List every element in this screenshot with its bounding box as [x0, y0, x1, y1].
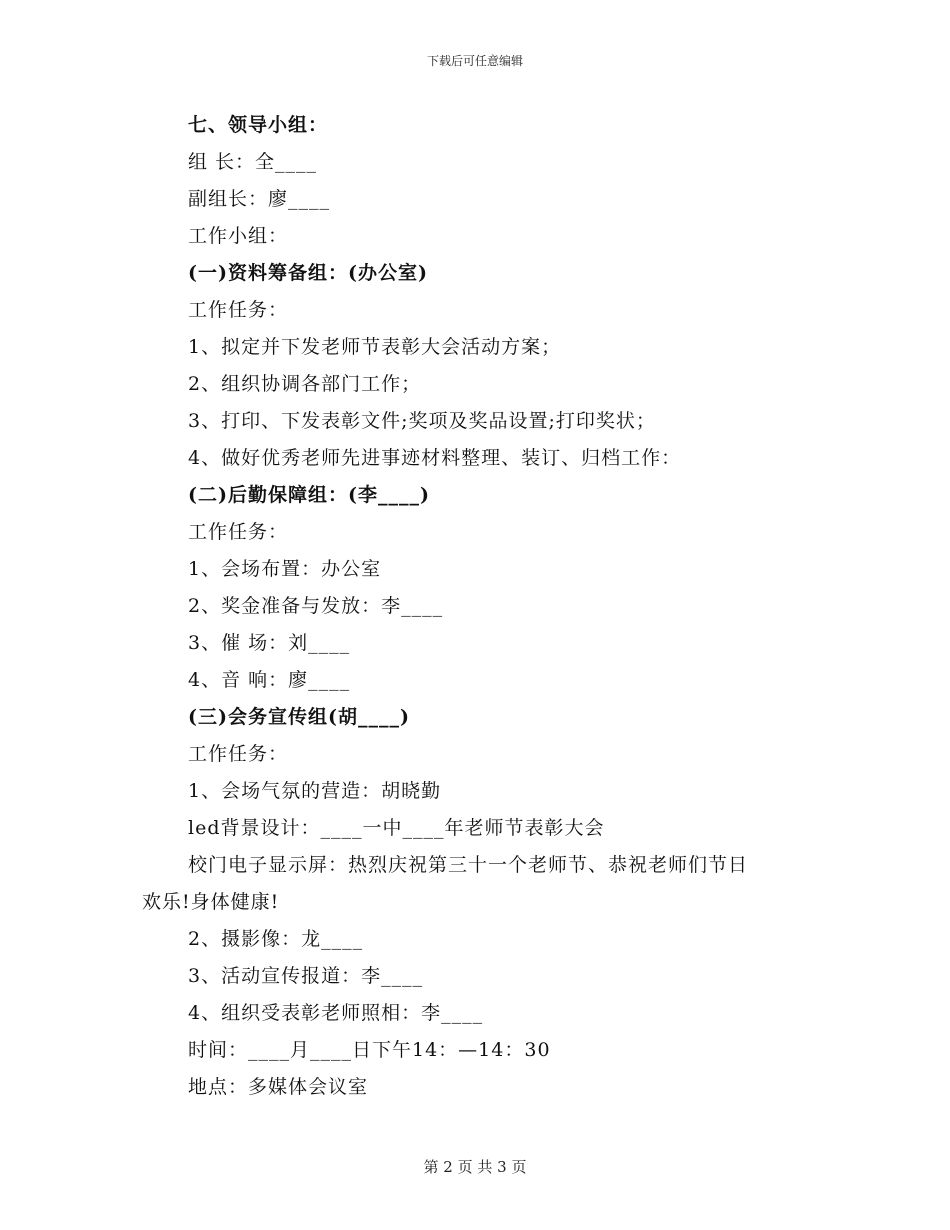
line-18: 工作任务： — [188, 743, 289, 765]
line-10: 4、做好优秀老师先进事迹材料整理、装订、归档工作： — [188, 447, 682, 469]
line-15: 3、催 场：刘____ — [188, 632, 351, 654]
line-3: 副组长：廖____ — [188, 188, 331, 210]
line-14: 2、奖金准备与发放：李____ — [188, 595, 444, 617]
page-header: 下载后可任意编辑 — [426, 54, 523, 68]
line-9: 3、打印、下发表彰文件;奖项及奖品设置;打印奖状； — [188, 410, 656, 432]
line-13: 1、会场布置：办公室 — [188, 558, 382, 580]
line-4: 工作小组： — [188, 225, 289, 247]
line-6: 工作任务： — [188, 299, 289, 321]
line-21: 校门电子显示屏：热烈庆祝第三十一个老师节、恭祝老师们节日 — [188, 854, 749, 876]
line-23: 2、摄影像：龙____ — [188, 928, 364, 950]
line-19: 1、会场气氛的营造：胡晓勤 — [188, 780, 442, 802]
line-12: 工作任务： — [188, 521, 289, 543]
page-footer: 第 2 页 共 3 页 — [423, 1158, 527, 1176]
document-body — [0, 107, 950, 1106]
line-24: 3、活动宣传报道：李____ — [188, 965, 424, 987]
line-22: 欢乐!身体健康! — [142, 891, 280, 913]
line-1: 七、领导小组： — [188, 114, 329, 136]
line-16: 4、音 响：廖____ — [188, 669, 351, 691]
line-7: 1、拟定并下发老师节表彰大会活动方案； — [188, 336, 562, 358]
line-27: 地点：多媒体会议室 — [188, 1076, 369, 1098]
line-26: 时间：____月____日下午14：—14：30 — [188, 1039, 551, 1061]
line-17: (三)会务宣传组(胡____) — [188, 706, 410, 728]
line-2: 组 长：全____ — [188, 151, 318, 173]
line-8: 2、组织协调各部门工作； — [188, 373, 422, 395]
line-20: led背景设计：____一中____年老师节表彰大会 — [188, 817, 605, 839]
line-25: 4、组织受表彰老师照相：李____ — [188, 1002, 484, 1024]
line-5: (一)资料筹备组：(办公室) — [188, 262, 428, 284]
line-11: (二)后勤保障组：(李____) — [188, 484, 430, 506]
